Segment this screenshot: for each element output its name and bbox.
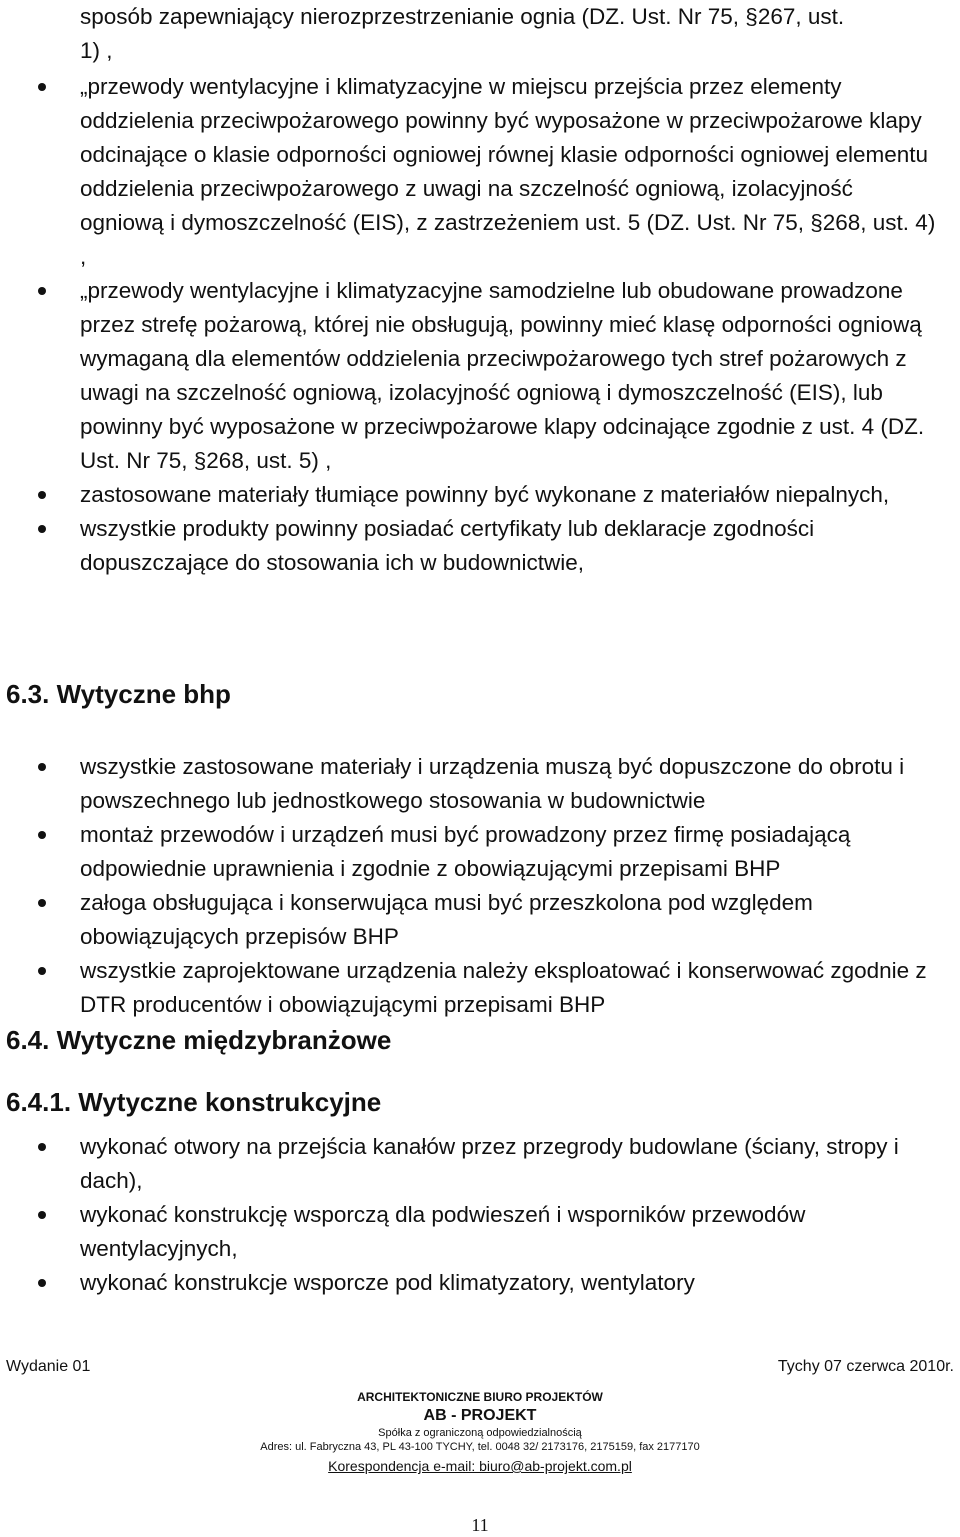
bullet-icon <box>38 899 46 907</box>
footer-edition: Wydanie 01 <box>6 1358 91 1375</box>
intro-line-1: sposób zapewniający nierozprzestrzenianie ognia (DZ. Ust. Nr 75, §267, ust. <box>80 4 845 29</box>
list-item <box>0 1266 960 1300</box>
bullet-icon <box>38 525 46 533</box>
footer-address: Adres: ul. Fabryczna 43, PL 43-100 TYCHY, tel. 0048 32/ 2173176, 2175159, fax 2177170 <box>260 1441 700 1453</box>
list-item <box>0 70 960 274</box>
list-item-text: wszystkie zaprojektowane urządzenia należy eksploatować i konserwować zgodnie z DTR producentów i obowiązującymi przepisami BHP <box>80 958 927 1017</box>
construction-list <box>0 1130 960 1300</box>
bullet-icon <box>38 1279 46 1287</box>
footer-email-link[interactable]: Korespondencja e-mail: biuro@ab-projekt.com.pl <box>328 1458 632 1474</box>
bullet-icon <box>38 287 46 295</box>
list-item <box>0 1198 960 1266</box>
page-number: 11 <box>471 1515 489 1535</box>
list-item <box>0 478 960 512</box>
fire-protection-list <box>0 70 960 580</box>
list-item-text: wykonać konstrukcję wsporczą dla podwieszeń i wsporników przewodów wentylacyjnych, <box>80 1202 806 1261</box>
bullet-icon <box>38 763 46 771</box>
list-item-text: wykonać otwory na przejścia kanałów przez przegrody budowlane (ściany, stropy i dach), <box>80 1134 899 1193</box>
bullet-icon <box>38 831 46 839</box>
section-heading-6-3: 6.3. Wytyczne bhp <box>6 679 231 709</box>
section-heading-6-4: 6.4. Wytyczne międzybranżowe <box>6 1025 392 1055</box>
footer-company: AB - PROJEKT <box>423 1407 537 1424</box>
list-item <box>0 750 960 818</box>
list-item-text: „przewody wentylacyjne i klimatyzacyjne w miejscu przejścia przez elementy oddzielenia przeciwpożarowego powinny być wyposażone w przeciwpożarowe klapy odcinające o klasie odporności ogniowej równej klasie odporności ogniowej elementu oddzielenia przeciwpożarowego z uwagi na szczelność ogniową, izolacyjność ogniową i dymoszczelność (EIS), z zastrzeżeniem ust. 5 (DZ. Ust. Nr 75, §268, ust. 4) , <box>80 74 936 269</box>
bullet-icon <box>38 1211 46 1219</box>
bullet-icon <box>38 967 46 975</box>
list-item-text: „przewody wentylacyjne i klimatyzacyjne samodzielne lub obudowane prowadzone przez strefę pożarową, której nie obsługują, powinny mieć klasę odporności ogniową wymaganą dla elementów oddzielenia przeciwpożarowego tych stref pożarowych z uwagi na szczelność ogniową, izolacyjność ogniową i dymoszczelność (EIS), lub powinny być wyposażone w przeciwpożarowe klapy odcinające zgodnie z ust. 4 (DZ. Ust. Nr 75, §268, ust. 5) , <box>80 278 925 473</box>
footer-date: Tychy 07 czerwca 2010r. <box>777 1358 954 1375</box>
list-item <box>0 886 960 954</box>
section-heading-6-4-1: 6.4.1. Wytyczne konstrukcyjne <box>6 1087 382 1117</box>
intro-line-2: 1) , <box>80 38 113 63</box>
list-item-text: montaż przewodów i urządzeń musi być prowadzony przez firmę posiadającą odpowiednie uprawnienia i zgodnie z obowiązującymi przepisami BHP <box>80 822 851 881</box>
bullet-icon <box>38 1143 46 1151</box>
list-item <box>0 512 960 580</box>
bullet-icon <box>38 83 46 91</box>
list-item-text: wykonać konstrukcje wsporcze pod klimatyzatory, wentylatory <box>80 1270 695 1295</box>
list-item-text: wszystkie produkty powinny posiadać certyfikaty lub deklaracje zgodności dopuszczające do stosowania ich w budownictwie, <box>80 516 815 575</box>
footer-company-type: Spółka z ograniczoną odpowiedzialnością <box>378 1427 582 1439</box>
list-item-text: załoga obsługująca i konserwująca musi być przeszkolona pod względem obowiązujących przepisów BHP <box>80 890 813 949</box>
list-item <box>0 274 960 478</box>
list-item <box>0 1130 960 1198</box>
list-item-text: zastosowane materiały tłumiące powinny być wykonane z materiałów niepalnych, <box>80 482 890 507</box>
list-item <box>0 818 960 886</box>
list-item-text: wszystkie zastosowane materiały i urządzenia muszą być dopuszczone do obrotu i powszechnego lub jednostkowego stosowania w budownictwie <box>80 754 905 813</box>
list-item <box>0 954 960 1022</box>
bhp-list <box>0 750 960 1022</box>
bullet-icon <box>38 491 46 499</box>
footer-office: ARCHITEKTONICZNE BIURO PROJEKTÓW <box>357 1390 603 1404</box>
